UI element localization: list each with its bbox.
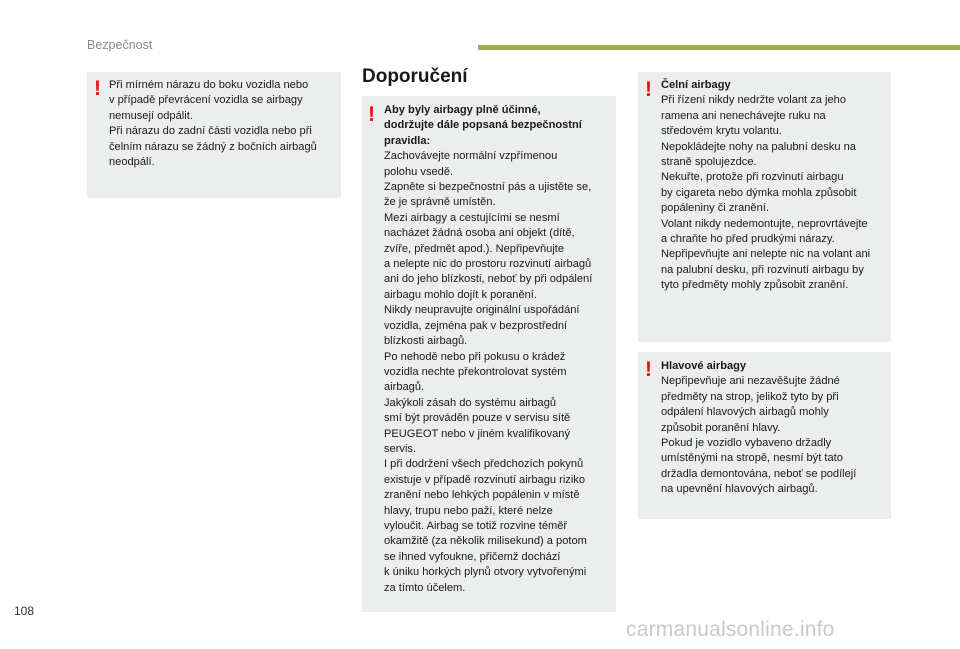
front-airbags-body: Při řízení nikdy nedržte volant za jeho ramena ani nenechávejte ruku na středovém krytu volantu. Nepokládejte nohy na palubní desku na straně spolujezdce. Nekuřte, protože při rozvinutí airbagu by cigareta nebo dýmka mohla způsobit popáleniny či zranění. Volant nikdy nedemontujte, neprovrtávejte a chraňte ho před prudkými nárazy. Nepřipevňujte ani nelepte nic na volant ani na palubní desku, při rozvinutí airbagu by tyto předměty mohly způsobit zranění. <box>661 94 871 292</box>
recommendations-heading: Doporučení <box>362 66 468 87</box>
header-accent-bar <box>478 45 960 50</box>
curtain-airbags-box <box>638 352 891 519</box>
warning-icon: ! <box>94 77 101 100</box>
watermark: carmanualsonline.info <box>626 618 835 641</box>
side-impact-note <box>87 72 341 198</box>
section-title: Bezpečnost <box>87 38 153 52</box>
warning-icon: ! <box>645 78 652 101</box>
recommendations-intro: Aby byly airbagy plně účinné, dodržujte dále popsaná bezpečnostní pravidla: <box>384 104 582 147</box>
front-airbags-box <box>638 72 891 342</box>
recommendations-body: Zachovávejte normální vzpřímenou polohu vsedě. Zapněte si bezpečnostní pás a ujistěte se, že je správně umístěn. Mezi airbagy a cestujícími se nesmí nacházet žádná osoba ani objekt (dítě, zvíře, předmět apod.). Nepřipevňujte a nelepte nic do prostoru rozvinutí airbagů ani do jeho blízkosti, neboť by při odpálení airbagu mohlo dojít k poranění. Nikdy neupravujte originální uspořádání vozidla, zejména pak v bezprostřední blízkosti airbagů. Po nehodě nebo při pokusu o krádež vozidla nechte překontrolovat systém airbagů. Jakýkoli zásah do systému airbagů smí být prováděn pouze v servisu sítě PEUGEOT nebo v jiném kvalifikovaný servis. I při dodržení všech předchozích pokynů existuje v případě rozvinutí airbagu riziko zranění nebo lehkých popálenin v místě hlavy, trupu nebo paží, které nelze vyloučit. Airbag se totiž rozvine téměř okamžitě (za několik milisekund) a potom se ihned vyfoukne, přičemž dochází k úniku horkých plynů otvory vytvořenými za tímto účelem. <box>384 150 593 594</box>
curtain-airbags-body: Nepřipevňuje ani nezavěšujte žádné předměty na strop, jelikož tyto by při odpálení hlavových airbagů mohly způsobit poranění hlavy. Pokud je vozidlo vybaveno držadly umístěnými na stropě, nesmí být tato držadla demontována, neboť se podílejí na upevnění hlavových airbagů. <box>661 375 857 496</box>
warning-icon: ! <box>645 358 652 381</box>
curtain-airbags-title: Hlavové airbagy <box>661 360 747 372</box>
recommendations-box <box>362 96 616 612</box>
warning-icon: ! <box>368 103 375 126</box>
side-impact-text: Při mírném nárazu do boku vozidla nebo v případě převrácení vozidla se airbagy nemusejí odpálit. Při nárazu do zadní části vozidla nebo při čelním nárazu se žádný z bočních airbagů neodpálí. <box>109 79 317 169</box>
page-number: 108 <box>14 604 35 618</box>
front-airbags-title: Čelní airbagy <box>661 79 731 91</box>
